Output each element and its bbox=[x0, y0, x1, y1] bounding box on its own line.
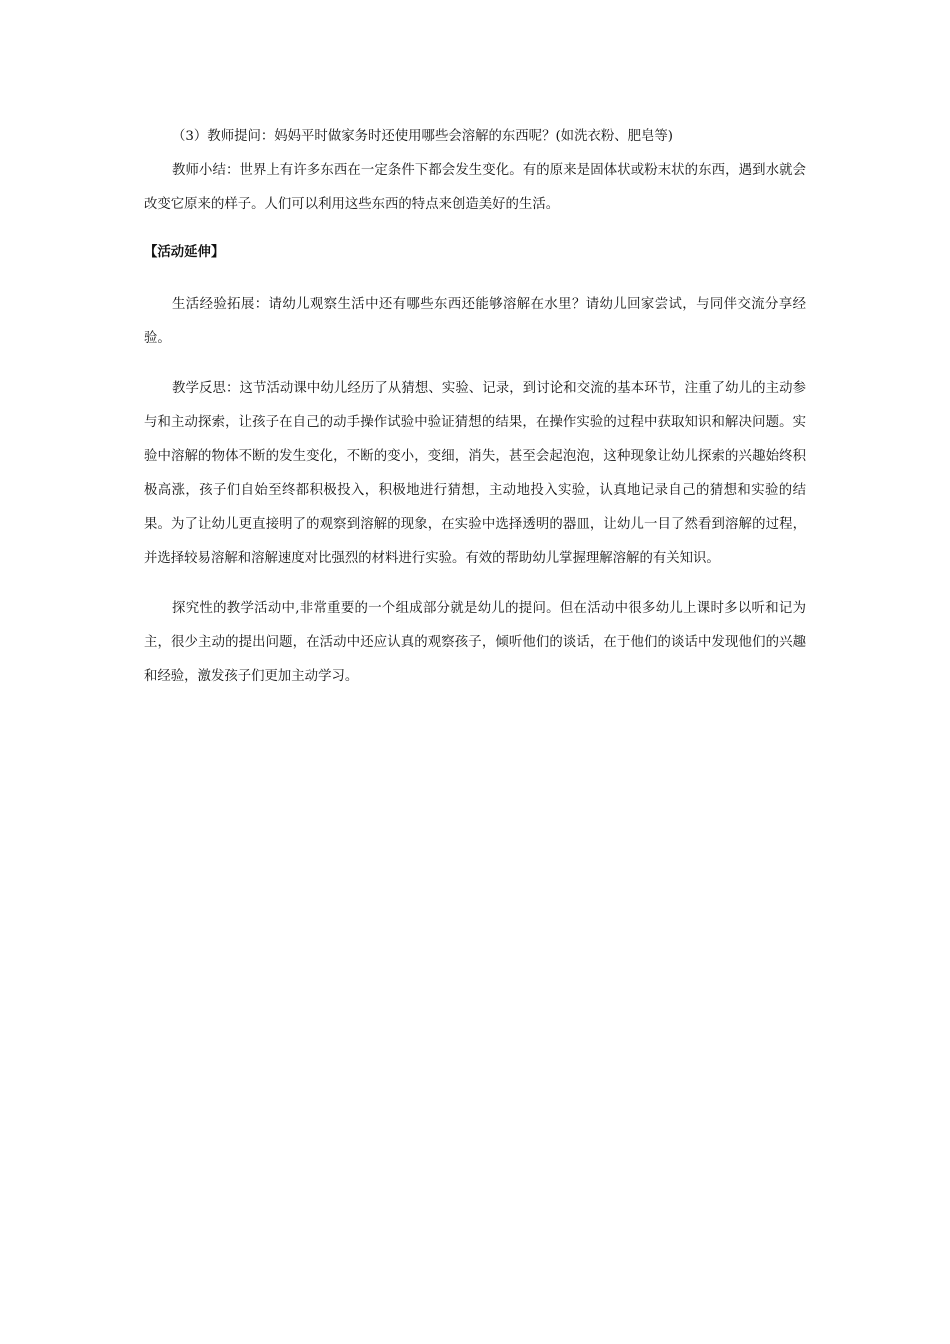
spacer bbox=[144, 356, 806, 372]
paragraph-teacher-question: （3）教师提问：妈妈平时做家务时还使用哪些会溶解的东西呢？(如洗衣粉、肥皂等) bbox=[172, 129, 674, 144]
paragraph-teaching-reflection: 教学反思：这节活动课中幼儿经历了从猜想、实验、记录，到讨论和交流的基本环节，注重了幼儿的主动参与和主动探索，让孩子在自己的动手操作试验中验证猜想的结果，在操作实验的过程中获取知识和解决问题。实验中溶解的物体不断的发生变化，不断的变小，变细，消失，甚至会起泡泡，这种现象让幼儿探索的兴趣始终积极高涨，孩子们自始至终都积极投入，积极地进行猜想，主动地投入实验，认真地记录自己的猜想和实验的结果。为了让幼儿更直接明了的观察到溶解的现象，在实验中选择透明的器皿，让幼儿一目了然看到溶解的过程，并选择较易溶解和溶解速度对比强烈的材料进行实验。有效的帮助幼儿掌握理解溶解的有关知识。 bbox=[144, 381, 806, 566]
document-body bbox=[144, 120, 806, 694]
paragraph-teacher-summary: 教师小结：世界上有许多东西在一定条件下都会发生变化。有的原来是固体状或粉末状的东西，遇到水就会改变它原来的样子。人们可以利用这些东西的特点来创造美好的生活。 bbox=[144, 163, 806, 212]
spacer bbox=[144, 222, 806, 236]
spacer bbox=[144, 270, 806, 288]
paragraph-inquiry-activity: 探究性的教学活动中,非常重要的一个组成部分就是幼儿的提问。但在活动中很多幼儿上课时多以听和记为主，很少主动的提出问题，在活动中还应认真的观察孩子，倾听他们的谈话，在于他们的谈话中发现他们的兴趣和经验，激发孩子们更加主动学习。 bbox=[144, 601, 806, 684]
section-heading-activity-extension: 【活动延伸】 bbox=[144, 245, 225, 260]
paragraph-life-experience: 生活经验拓展：请幼儿观察生活中还有哪些东西还能够溶解在水里？请幼儿回家尝试，与同伴交流分享经验。 bbox=[144, 297, 806, 346]
spacer bbox=[144, 576, 806, 592]
